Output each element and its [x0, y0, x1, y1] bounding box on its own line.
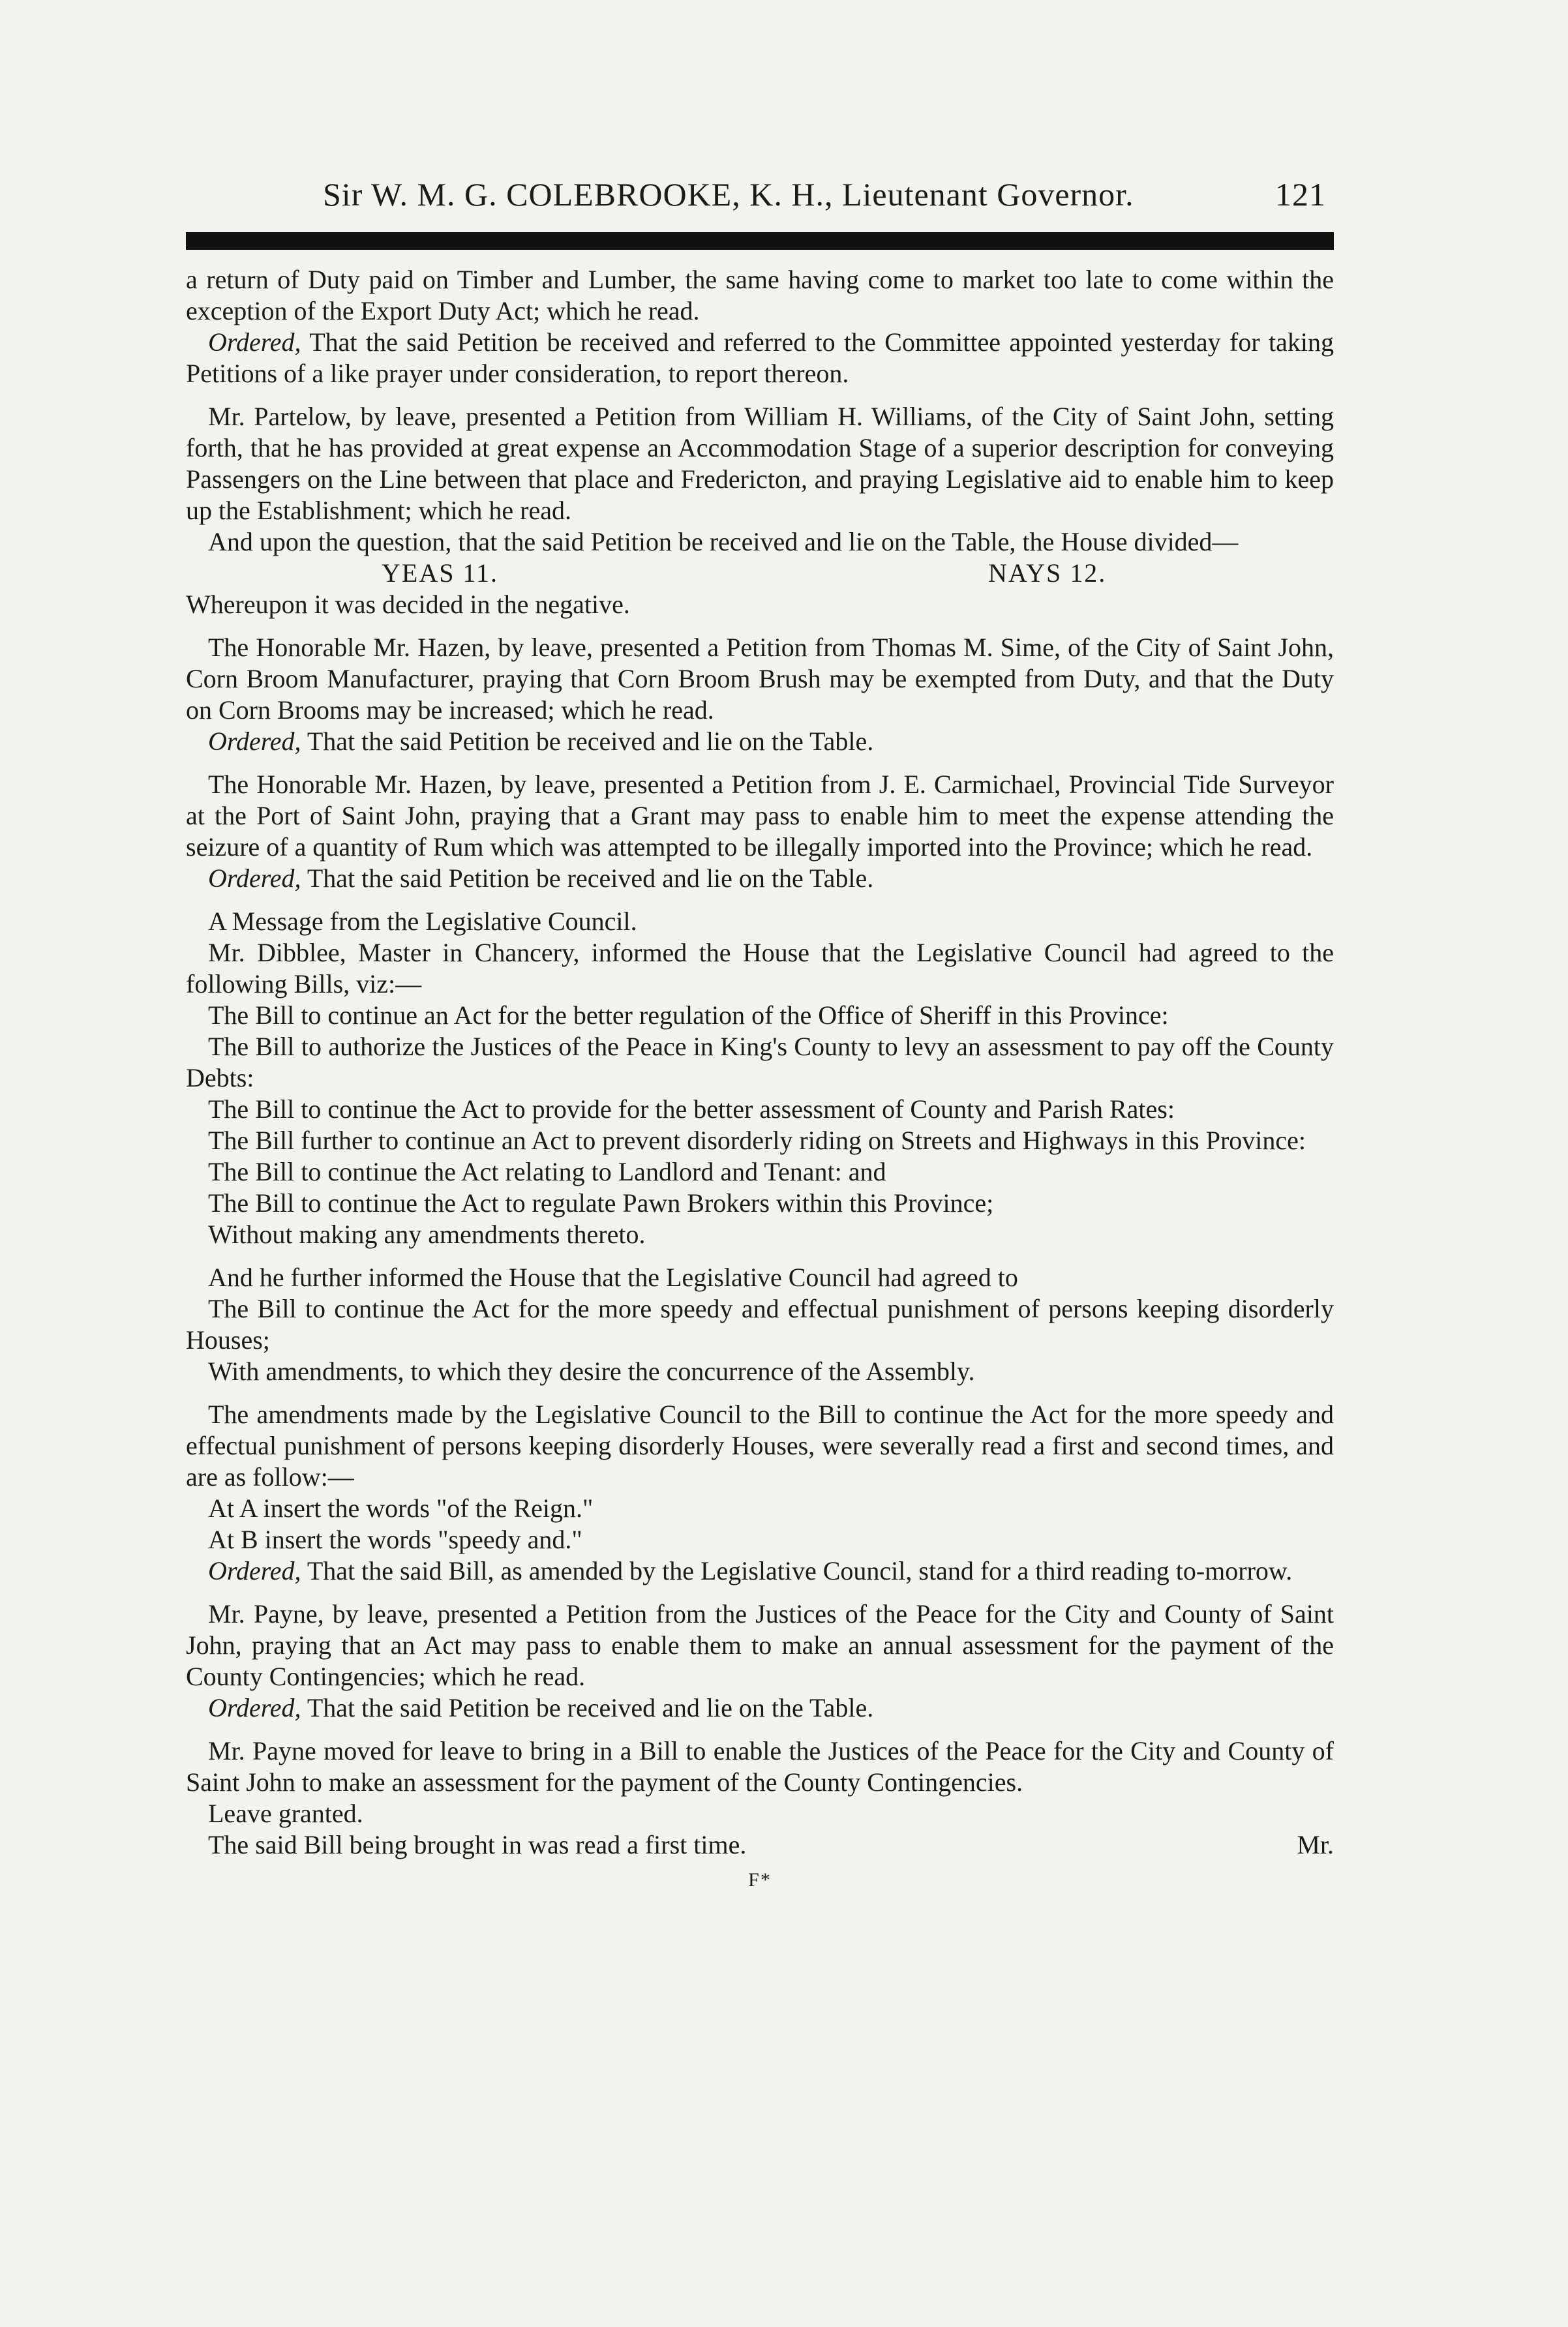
paragraph: The Bill to continue an Act for the better regulation of the Office of Sheriff in this Province:: [208, 1000, 1169, 1030]
signature-mark: F*: [748, 1869, 772, 1891]
paragraph: a return of Duty paid on Timber and Lumber, the same having come to market too late to come within the exception of the Export Duty Act; which he read.: [186, 265, 1334, 325]
paragraph: Mr. Dibblee, Master in Chancery, informed the House that the Legislative Council had agreed to the following Bills, viz:—: [186, 938, 1334, 998]
paragraph: The Bill to continue the Act relating to Landlord and Tenant: and: [208, 1157, 886, 1186]
yeas-count: YEAS 11.: [382, 558, 498, 588]
paragraph: The amendments made by the Legislative Council to the Bill to continue the Act for the more speedy and effectual punishment of persons keeping disorderly Houses, were severally read a first and second times, and are as follow:—: [186, 1400, 1334, 1492]
paragraph: The Bill to continue the Act for the more speedy and effectual punishment of persons keeping disorderly Houses;: [186, 1294, 1334, 1355]
paragraph: With amendments, to which they desire the concurrence of the Assembly.: [208, 1357, 975, 1386]
page-header: [186, 175, 1334, 214]
paragraph: Ordered, That the said Petition be received and lie on the Table.: [208, 727, 874, 756]
paragraph: The Bill to authorize the Justices of the Peace in King's County to levy an assessment to pay off the County Debts:: [186, 1032, 1334, 1092]
paragraph: And upon the question, that the said Petition be received and lie on the Table, the House divided—: [208, 527, 1239, 556]
page-number: 121: [1275, 176, 1326, 213]
paragraph: Leave granted.: [208, 1799, 363, 1828]
paragraph: A Message from the Legislative Council.: [208, 907, 637, 936]
paragraph: Ordered, That the said Bill, as amended by the Legislative Council, stand for a third reading to-morrow.: [208, 1556, 1293, 1585]
paragraph: Mr. Payne moved for leave to bring in a Bill to enable the Justices of the Peace for the City and County of Saint John to make an assessment for the payment of the County Contingencies.: [186, 1736, 1334, 1797]
paragraph: Mr. Partelow, by leave, presented a Petition from William H. Williams, of the City of Saint John, setting forth, that he has provided at great expense an Accommodation Stage of a superior description for conveying Passengers on the Line between that place and Fredericton, and praying Legislative aid to enable him to keep up the Establishment; which he read.: [186, 402, 1334, 525]
paragraph: At B insert the words "speedy and.": [208, 1525, 582, 1554]
paragraph: The said Bill being brought in was read a first time. Mr.: [208, 1830, 1334, 1859]
paragraph: The Bill to continue the Act to regulate Pawn Brokers within this Province;: [208, 1188, 994, 1218]
paragraph: The Honorable Mr. Hazen, by leave, presented a Petition from Thomas M. Sime, of the City of Saint John, Corn Broom Manufacturer, praying that Corn Broom Brush may be exempted from Duty, and that the Duty on Corn Brooms may be increased; which he read.: [186, 633, 1334, 725]
header-rule: [186, 232, 1334, 250]
paragraph: Ordered, That the said Petition be received and lie on the Table.: [208, 1693, 874, 1722]
running-head: Sir W. M. G. COLEBROOKE, K. H., Lieutenant Governor.: [323, 176, 1134, 213]
paragraph: Ordered, That the said Petition be received and lie on the Table.: [208, 863, 874, 893]
document-body: [186, 264, 1334, 1896]
catchword: Mr.: [1297, 1830, 1334, 1859]
paragraph: Ordered, That the said Petition be received and referred to the Committee appointed yesterday for taking Petitions of a like prayer under consideration, to report thereon.: [186, 327, 1334, 388]
paragraph: And he further informed the House that the Legislative Council had agreed to: [208, 1263, 1018, 1292]
paragraph: The Bill to continue the Act to provide for the better assessment of County and Parish Rates:: [208, 1094, 1175, 1124]
paragraph: Mr. Payne, by leave, presented a Petition from the Justices of the Peace for the City and County of Saint John, praying that an Act may pass to enable them to make an annual assessment for the payment of the County Contingencies; which he read.: [186, 1599, 1334, 1691]
paragraph: At A insert the words "of the Reign.": [208, 1494, 594, 1523]
paragraph: Whereupon it was decided in the negative.: [186, 590, 630, 619]
paragraph: Without making any amendments thereto.: [208, 1220, 646, 1249]
document-page: [186, 175, 1334, 2281]
paragraph: The Bill further to continue an Act to prevent disorderly riding on Streets and Highways in this Province:: [208, 1126, 1306, 1155]
division-result: [186, 558, 1334, 589]
paragraph: The Honorable Mr. Hazen, by leave, presented a Petition from J. E. Carmichael, Provincial Tide Surveyor at the Port of Saint John, praying that a Grant may pass to enable him to meet the expense attending the seizure of a quantity of Rum which was attempted to be illegally imported into the Province; which he read.: [186, 770, 1334, 862]
nays-count: NAYS 12.: [988, 558, 1107, 588]
